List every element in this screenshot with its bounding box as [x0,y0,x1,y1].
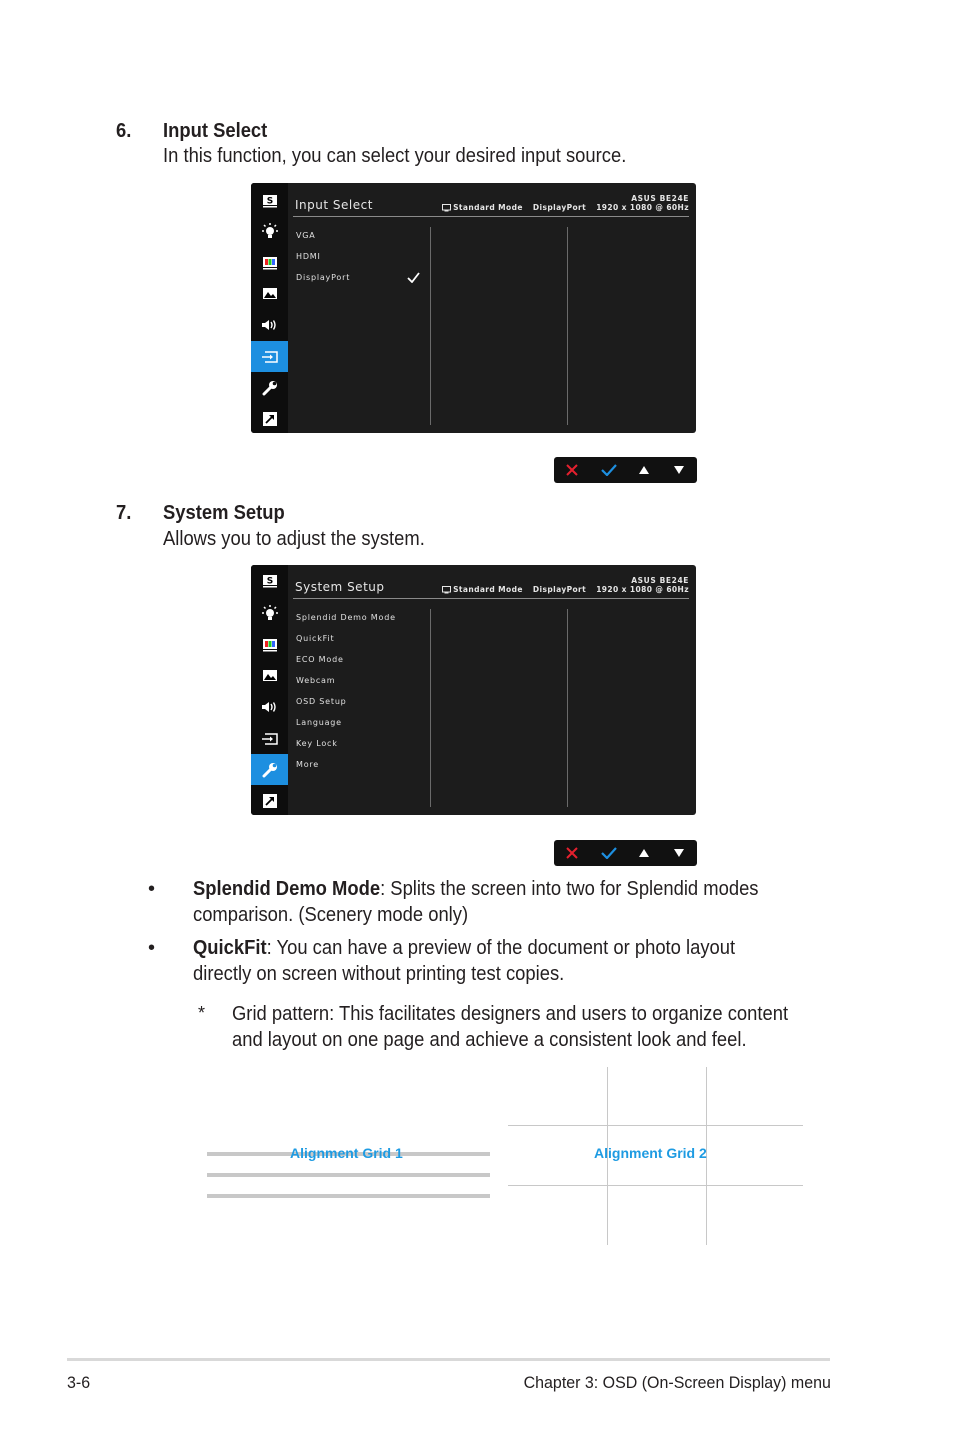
section-7-title: System Setup [163,502,285,524]
osd-sidebar [251,183,288,433]
osd-item-vga[interactable]: VGA [296,231,316,240]
bullet-marker: • [148,937,156,959]
input-select-icon[interactable] [251,341,288,372]
osd-item-webcam[interactable]: Webcam [296,676,336,685]
osd-status [442,585,689,594]
svg-text:S: S [266,196,273,206]
grid-line [508,1125,803,1126]
osd-divider [293,598,689,599]
bullet-term: QuickFit [193,937,267,959]
status-mode: Standard Mode [453,585,523,594]
svg-text:S: S [266,576,273,586]
status-resolution: 1920 x 1080 @ 60Hz [596,585,689,594]
check-icon[interactable] [591,457,626,483]
osd-item-key-lock[interactable]: Key Lock [296,739,338,748]
osd-column-divider [430,227,431,425]
status-input: DisplayPort [532,585,587,594]
system-setup-icon[interactable] [251,372,288,403]
section-6-number: 6. [116,120,132,142]
sound-icon[interactable] [251,309,288,340]
bullet-text: : Splits the screen into two for Splendid modes [380,878,759,900]
osd-item-displayport[interactable]: DisplayPort [296,273,351,282]
check-icon[interactable] [591,840,626,866]
image-icon[interactable] [251,278,288,309]
up-arrow-icon[interactable] [626,457,661,483]
sound-icon[interactable] [251,691,288,722]
bullet-text: directly on screen without printing test copies. [193,963,565,985]
status-input: DisplayPort [532,203,587,212]
osd-model: ASUS BE24E [631,194,689,203]
up-arrow-icon[interactable] [626,840,661,866]
selected-check-icon [407,272,420,283]
bullet-term: Splendid Demo Mode [193,878,381,900]
shortcut-icon[interactable] [251,785,288,815]
osd-column-divider [567,227,568,425]
splendid-icon[interactable] [251,565,288,596]
section-7-description: Allows you to adjust the system. [163,528,425,550]
bullet-quickfit [193,935,735,987]
monitor-icon [442,586,451,594]
note-text [232,1001,788,1053]
osd-item-splendid-demo-mode[interactable]: Splendid Demo Mode [296,613,396,622]
note-line: and layout on one page and achieve a consistent look and feel. [232,1029,747,1051]
alignment-grid-2-label: Alignment Grid 2 [594,1145,707,1161]
osd-divider [293,216,689,217]
bullet-text: comparison. (Scenery mode only) [193,904,469,926]
osd-item-language[interactable]: Language [296,718,342,727]
bullet-text: : You can have a preview of the document or photo layout [266,937,736,959]
chapter-title: Chapter 3: OSD (On-Screen Display) menu [523,1373,831,1392]
status-mode: Standard Mode [453,203,523,212]
brightness-icon[interactable] [251,598,288,629]
footer-divider [67,1358,830,1361]
brightness-icon[interactable] [251,216,288,247]
system-setup-icon[interactable] [251,754,288,785]
osd-item-quickfit[interactable]: QuickFit [296,634,335,643]
osd-title: System Setup [295,580,385,594]
note-line: Grid pattern: This facilitates designers and users to organize content [232,1003,789,1025]
splendid-icon[interactable] [251,185,288,216]
section-6-title: Input Select [163,120,268,142]
osd-button-bar [554,457,697,483]
osd-item-hdmi[interactable]: HDMI [296,252,321,261]
page-number: 3-6 [67,1373,91,1392]
osd-item-eco-mode[interactable]: ECO Mode [296,655,344,664]
osd-button-bar [554,840,697,866]
input-select-icon[interactable] [251,723,288,754]
osd-input-select-panel [251,183,696,433]
osd-sidebar [251,565,288,815]
close-icon[interactable] [554,457,589,483]
close-icon[interactable] [554,840,589,866]
color-icon[interactable] [251,629,288,660]
section-6-description: In this function, you can select your desired input source. [163,145,627,167]
osd-title: Input Select [295,198,373,212]
alignment-grid-1-label: Alignment Grid 1 [290,1145,403,1161]
osd-status [442,203,689,212]
osd-column-divider [430,609,431,807]
note-marker: * [198,1003,206,1023]
osd-column-divider [567,609,568,807]
down-arrow-icon[interactable] [661,457,696,483]
grid-line [508,1185,803,1186]
osd-item-osd-setup[interactable]: OSD Setup [296,697,347,706]
color-icon[interactable] [251,247,288,278]
section-7-number: 7. [116,502,132,524]
osd-system-setup-panel [251,565,696,815]
shortcut-icon[interactable] [251,403,288,433]
grid-line [207,1173,490,1177]
grid-line [207,1194,490,1198]
status-resolution: 1920 x 1080 @ 60Hz [596,203,689,212]
osd-item-more[interactable]: More [296,760,320,769]
monitor-icon [442,204,451,212]
bullet-marker: • [148,878,156,900]
down-arrow-icon[interactable] [661,840,696,866]
bullet-splendid-demo-mode [193,876,758,928]
image-icon[interactable] [251,660,288,691]
osd-model: ASUS BE24E [631,576,689,585]
